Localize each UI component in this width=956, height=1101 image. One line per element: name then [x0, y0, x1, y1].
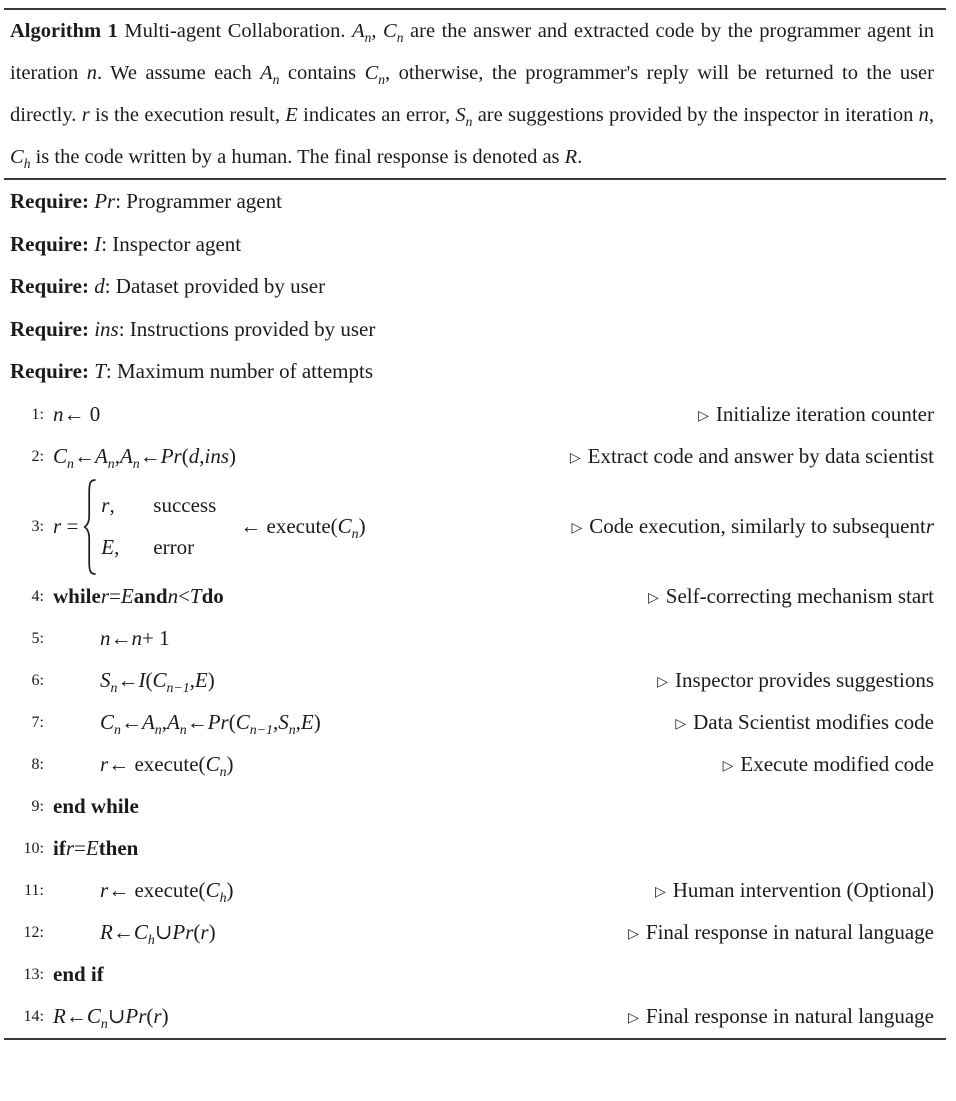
text-token: Self-correcting mechanism start — [665, 584, 934, 608]
case-condition — [153, 535, 194, 560]
text-token: ← — [73, 444, 95, 468]
subscript: n — [378, 72, 386, 88]
text-token: $C_h$ — [10, 146, 31, 172]
text-token: n — [53, 402, 64, 426]
text-token: contains — [279, 62, 365, 84]
text-token: I — [138, 668, 146, 692]
line-comment — [628, 920, 934, 945]
text-token: Final response in natural language — [645, 920, 934, 944]
text-token: Data Scientist modifies code — [693, 710, 934, 734]
text-token: $C_n$ — [337, 514, 359, 542]
text-token: Extract code and answer by data scientist — [587, 444, 934, 468]
text-token: E — [285, 104, 298, 126]
text-token: r — [101, 493, 110, 517]
line-statement — [53, 584, 224, 609]
line-number: 1: — [31, 405, 44, 423]
comment-marker: ▷ — [571, 520, 583, 536]
text-token: : Inspector agent — [101, 231, 242, 256]
text-token: error — [153, 535, 195, 559]
subscript: n — [114, 722, 121, 738]
text-token: E — [120, 584, 134, 608]
line-comment — [572, 514, 935, 539]
line-statement — [53, 836, 138, 861]
text-token: = — [61, 514, 79, 538]
line-statement — [53, 479, 366, 575]
text-token: , — [928, 104, 935, 126]
text-token: E — [85, 836, 99, 860]
text-token: indicates an error, — [297, 104, 456, 126]
text-token: , — [371, 20, 384, 42]
text-token: n — [918, 104, 929, 126]
case-row — [101, 535, 216, 560]
text-token: $C_n$ — [383, 20, 404, 46]
line-comment — [698, 402, 934, 427]
algo-line — [8, 786, 934, 828]
line-comment — [628, 1004, 934, 1029]
algo-line — [8, 702, 934, 744]
text-token: Code execution, similarly to subsequent — [589, 514, 926, 538]
case-row — [101, 493, 216, 518]
line-statement — [53, 1004, 169, 1032]
text-token: : Dataset provided by user — [104, 274, 326, 298]
text-token: $C_n$ — [86, 1004, 108, 1032]
line-statement — [53, 444, 236, 472]
subscript: n−1 — [249, 722, 273, 738]
algo-line — [8, 478, 934, 576]
text-token: Algorithm 1 — [10, 20, 118, 42]
line-comment — [657, 668, 934, 693]
text-token: , — [272, 710, 279, 734]
require-line — [8, 350, 934, 393]
text-token: n — [100, 626, 111, 650]
text-token: $A_n$ — [352, 20, 372, 46]
subscript: n — [272, 72, 280, 88]
subscript: h — [23, 156, 31, 172]
text-token: , — [189, 668, 195, 692]
text-token: ) — [207, 668, 215, 692]
comment-marker: ▷ — [628, 926, 639, 942]
text-token: $A_n$ — [141, 710, 162, 738]
text-token: is the execution result, — [89, 104, 286, 126]
line-comment — [648, 584, 934, 609]
algo-line — [8, 954, 934, 996]
require-line — [8, 265, 934, 308]
text-token: T — [94, 359, 106, 383]
text-token: ( — [146, 1004, 154, 1028]
subscript: n — [396, 30, 404, 46]
text-token: : Instructions provided by user — [118, 316, 376, 341]
text-token: R — [53, 1004, 66, 1028]
algo-line — [8, 394, 934, 436]
text-token: r — [65, 836, 75, 860]
subscript: n — [100, 1016, 108, 1032]
text-token: then — [98, 836, 139, 860]
algo-line — [8, 870, 934, 912]
text-token: ) — [358, 514, 366, 538]
algo-line — [8, 744, 934, 786]
line-comment — [675, 710, 934, 735]
line-number: 5: — [31, 629, 44, 647]
text-token: n — [131, 626, 142, 650]
text-token: r — [153, 1004, 162, 1028]
algorithm-caption — [8, 10, 934, 178]
text-token: = — [74, 836, 86, 860]
text-token: ← — [120, 710, 142, 734]
algo-line — [8, 576, 934, 618]
text-token: end while — [53, 794, 139, 818]
algo-line — [8, 912, 934, 954]
line-number: 12: — [23, 923, 44, 941]
text-token: E — [194, 668, 208, 692]
text-token: + 1 — [142, 626, 170, 650]
line-statement — [53, 710, 321, 738]
subscript: n — [154, 722, 162, 738]
line-number: 13: — [23, 965, 44, 983]
comment-marker: ▷ — [722, 758, 734, 774]
comment-marker: ▷ — [698, 408, 709, 424]
text-token: R — [100, 920, 113, 944]
text-token: Pr — [172, 920, 194, 944]
text-token: Pr — [125, 1004, 147, 1028]
subscript: n — [465, 114, 473, 130]
subscript: n — [107, 456, 115, 472]
text-token: is the code written by a human. The final response is denoted as — [30, 146, 565, 168]
text-token: , — [114, 444, 120, 468]
algorithm-figure — [0, 8, 956, 1101]
algo-line — [8, 618, 934, 660]
text-token: ← 0 — [63, 402, 101, 426]
subscript: n — [132, 456, 140, 472]
comment-marker: ▷ — [675, 716, 687, 732]
text-token: ← execute( — [108, 878, 206, 902]
text-token: $A_n$ — [166, 710, 187, 738]
text-token: ( — [193, 920, 201, 944]
text-token: $A_n$ — [119, 444, 140, 472]
text-token: ins — [204, 444, 229, 468]
text-token: and — [133, 584, 168, 608]
text-token: Execute modified code — [740, 752, 934, 776]
line-statement — [53, 626, 170, 651]
text-token: $C_{n-1}$ — [152, 668, 190, 696]
text-token: ins — [94, 316, 119, 341]
text-token: ( — [145, 668, 153, 692]
case-value — [101, 535, 153, 560]
text-token: ( — [181, 444, 189, 468]
text-token: ) — [226, 752, 234, 776]
algo-line — [8, 436, 934, 478]
text-token: Multi-agent Collaboration. — [117, 20, 353, 42]
text-token: Human intervention (Optional) — [672, 878, 934, 902]
text-token: are the answer and extracted code by the programmer agent in iteration — [10, 20, 934, 84]
text-token: r — [53, 514, 62, 538]
text-token: ∪ — [154, 920, 173, 944]
line-comment — [655, 878, 934, 903]
text-token: ← — [65, 1004, 87, 1028]
subscript: n — [110, 680, 118, 696]
line-statement — [53, 962, 104, 987]
text-token: , — [114, 535, 120, 559]
text-token: are suggestions provided by the inspector in iteration — [472, 104, 919, 126]
text-token: ) — [161, 1004, 169, 1028]
algo-line — [8, 828, 934, 870]
require-label: Require: — [10, 189, 89, 213]
text-token: E — [300, 710, 314, 734]
text-token: ) — [226, 878, 234, 902]
text-token: ← — [110, 626, 132, 650]
subscript: n — [179, 722, 187, 738]
text-token: n — [167, 584, 179, 608]
line-number: 7: — [31, 713, 44, 731]
text-token: $C_h$ — [205, 878, 227, 906]
text-token: : Programmer agent — [115, 189, 282, 213]
text-token: $A_n$ — [94, 444, 115, 472]
text-token: Pr — [94, 189, 116, 213]
text-token: end if — [53, 962, 104, 986]
line-statement — [53, 752, 234, 780]
line-statement — [53, 920, 216, 948]
text-token: T — [189, 584, 202, 608]
line-number: 9: — [31, 797, 44, 815]
text-token: r — [925, 514, 934, 538]
text-token: ← — [139, 444, 161, 468]
subscript: h — [147, 932, 155, 948]
text-token: ( — [228, 710, 236, 734]
comment-marker: ▷ — [569, 450, 581, 466]
text-token: Initialize iteration counter — [715, 402, 934, 426]
text-token: , otherwise, the programmer's reply will be returned to the user directly. — [10, 62, 934, 126]
algo-line — [8, 660, 934, 702]
line-number: 10: — [23, 839, 44, 857]
line-number: 14: — [23, 1007, 44, 1025]
text-token: ) — [208, 920, 216, 944]
require-line — [8, 223, 934, 266]
text-token: Inspector provides suggestions — [675, 668, 934, 692]
text-token: $S_n$ — [278, 710, 296, 738]
comment-marker: ▷ — [628, 1010, 639, 1026]
subscript: n — [351, 526, 359, 542]
line-comment — [570, 444, 934, 469]
line-comment — [723, 752, 934, 777]
text-token: $S_n$ — [455, 104, 473, 130]
text-token: Pr — [207, 710, 229, 734]
text-token: $C_n$ — [53, 444, 74, 472]
text-token: ← execute( — [108, 752, 206, 776]
cases-lhs — [53, 514, 78, 539]
bottom-margin — [8, 1040, 934, 1050]
text-token: do — [201, 584, 224, 608]
require-line — [8, 308, 934, 351]
comment-marker: ▷ — [654, 884, 666, 900]
text-token: r — [200, 920, 209, 944]
text-token: , — [295, 710, 301, 734]
comment-marker: ▷ — [657, 674, 669, 690]
text-token: r — [100, 584, 110, 608]
line-number: 4: — [31, 587, 44, 605]
line-number: 8: — [31, 755, 44, 773]
text-token: $C_n$ — [205, 752, 227, 780]
text-token: d — [188, 444, 200, 468]
line-statement — [53, 402, 100, 427]
line-statement — [53, 668, 215, 696]
text-token: Final response in natural language — [645, 1004, 934, 1028]
subscript: n — [67, 456, 74, 472]
text-token: $A_n$ — [260, 62, 280, 88]
text-token: : Maximum number of attempts — [105, 359, 373, 383]
algo-line — [8, 996, 934, 1038]
text-token: d — [94, 274, 105, 298]
line-number: 3: — [31, 517, 44, 535]
text-token: < — [178, 584, 190, 608]
subscript: n — [219, 764, 227, 780]
subscript: n−1 — [166, 680, 190, 696]
text-token: $C_n$ — [100, 710, 121, 738]
line-number: 6: — [31, 671, 44, 689]
case-value — [101, 493, 153, 518]
text-token: r — [100, 752, 109, 776]
text-token: , — [109, 493, 115, 517]
text-token: while — [53, 584, 101, 608]
line-number: 11: — [24, 881, 44, 899]
subscript: n — [288, 722, 296, 738]
text-token: $S_n$ — [100, 668, 118, 696]
text-token: , — [161, 710, 167, 734]
text-token: E — [101, 535, 115, 559]
case-condition — [153, 493, 216, 518]
text-token: ← — [117, 668, 139, 692]
cases-result-expression — [240, 514, 366, 542]
line-number: 2: — [31, 447, 44, 465]
text-token: R — [564, 146, 578, 168]
text-token: $C_{n-1}$ — [235, 710, 273, 738]
text-token: ) — [313, 710, 321, 734]
left-brace-icon — [83, 479, 97, 575]
require-block — [8, 180, 934, 393]
subscript: n — [364, 30, 372, 46]
require-label: Require: — [10, 274, 89, 298]
text-token: = — [109, 584, 121, 608]
text-token: r — [100, 878, 109, 902]
cases-column — [101, 493, 216, 560]
text-token: . — [577, 146, 583, 168]
text-token: ∪ — [107, 1004, 126, 1028]
text-token: ← — [112, 920, 134, 944]
text-token: $C_h$ — [133, 920, 155, 948]
text-token: r — [81, 104, 90, 126]
text-token: I — [94, 231, 102, 256]
text-token: success — [153, 493, 217, 517]
comment-marker: ▷ — [647, 590, 659, 606]
text-token: . We assume each — [96, 62, 261, 84]
line-statement — [53, 794, 139, 819]
require-label: Require: — [10, 231, 89, 256]
text-token: Pr — [160, 444, 182, 468]
algorithm-body — [8, 394, 934, 1038]
require-line — [8, 180, 934, 223]
text-token: , — [199, 444, 205, 468]
require-label: Require: — [10, 316, 89, 341]
text-token: ) — [229, 444, 236, 468]
subscript: h — [219, 890, 227, 906]
text-token: $C_n$ — [364, 62, 386, 88]
text-token: ← — [186, 710, 208, 734]
text-token: ← execute( — [240, 514, 338, 538]
text-token: if — [53, 836, 66, 860]
text-token: n — [86, 62, 97, 84]
line-statement — [53, 878, 234, 906]
require-label: Require: — [10, 359, 89, 383]
